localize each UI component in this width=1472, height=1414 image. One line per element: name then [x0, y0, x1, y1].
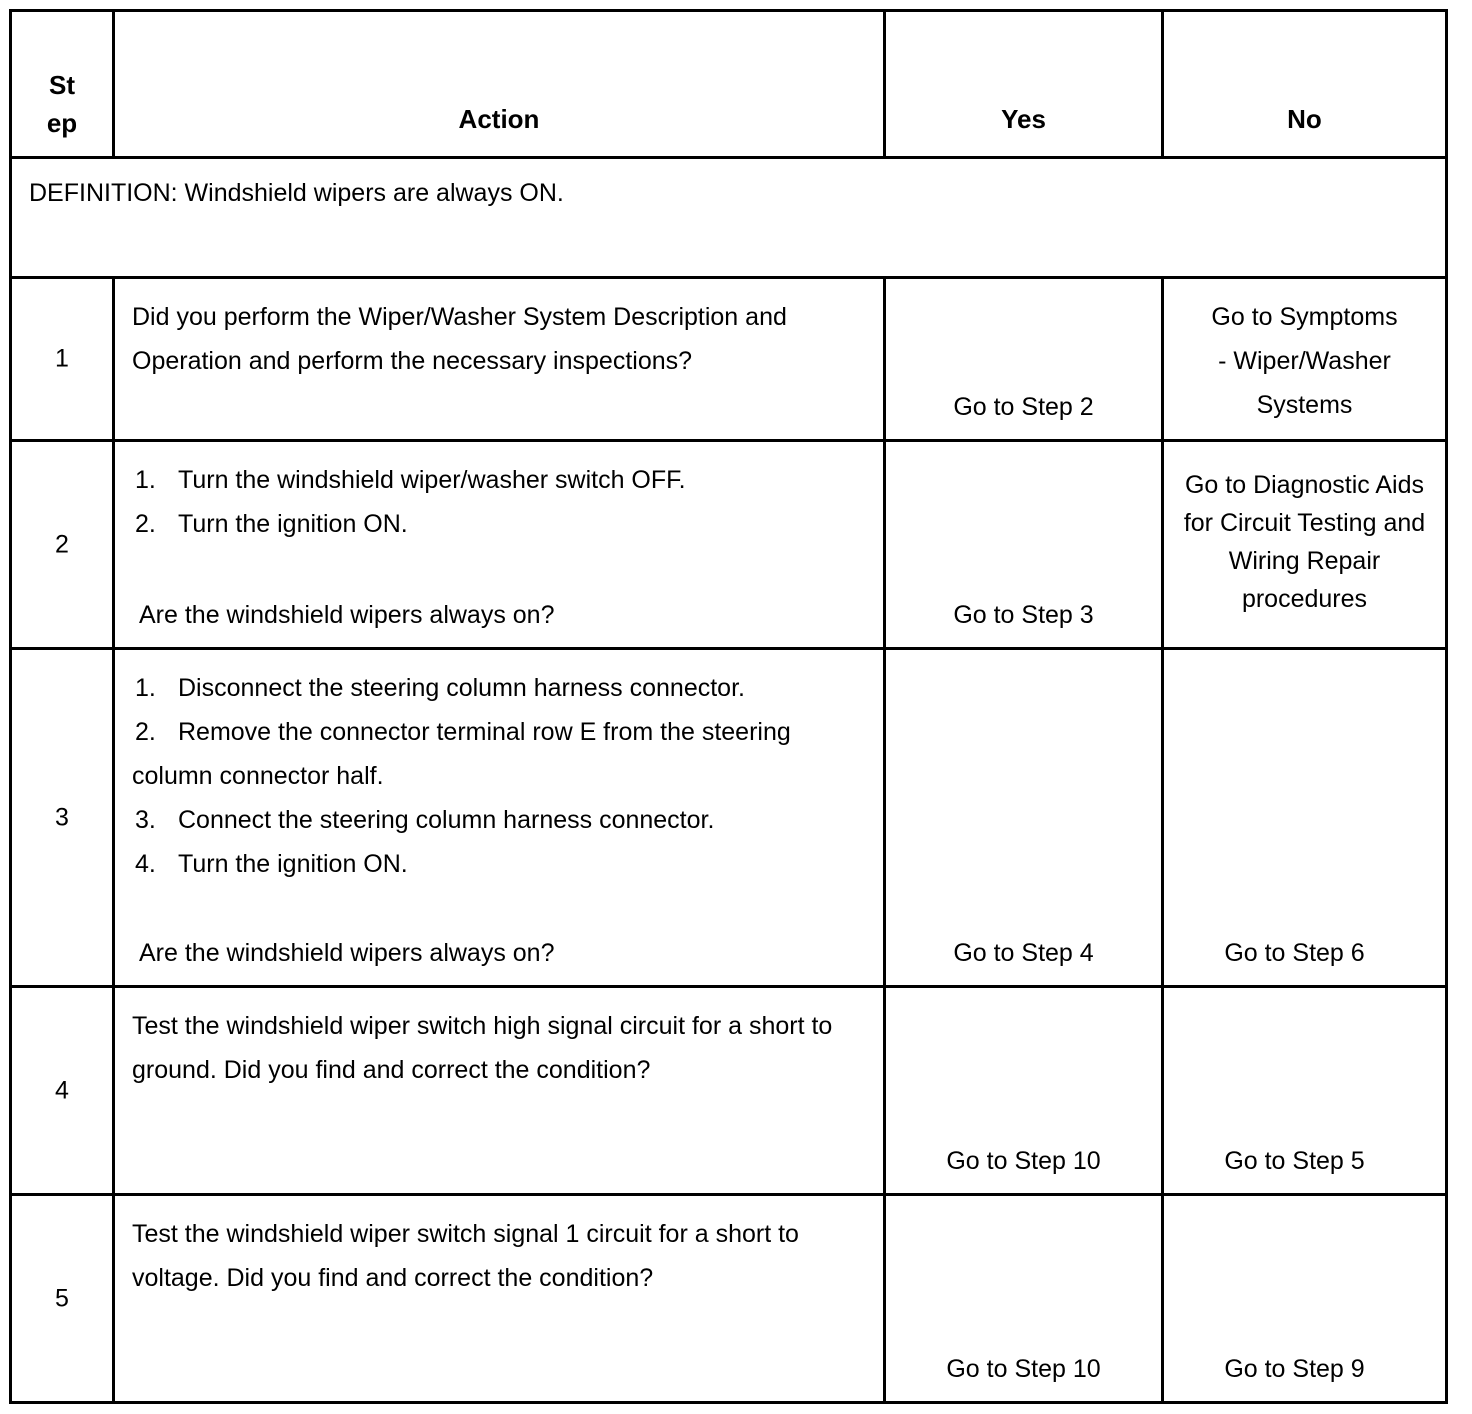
no-result: Go to Step 9	[1224, 1355, 1365, 1383]
no-result: Go to Diagnostic Aids for Circuit Testing and Wiring Repair procedures	[1183, 471, 1426, 613]
action-steps-list	[132, 458, 869, 546]
step-number: 3	[55, 803, 69, 831]
table-row	[11, 1195, 1447, 1403]
definition-text: DEFINITION: Windshield wipers are always ON.	[29, 179, 564, 207]
no-result: Go to Step 6	[1224, 939, 1365, 967]
step-number: 5	[55, 1284, 69, 1312]
list-item: 4. Turn the ignition ON.	[135, 850, 408, 878]
header-yes: Yes	[885, 11, 1163, 158]
action-text: Did you perform the Wiper/Washer System Description and Operation and perform the necessary inspections?	[132, 303, 787, 375]
yes-result: Go to Step 3	[953, 601, 1094, 629]
step-number: 4	[55, 1076, 69, 1104]
list-item: 3. Connect the steering column harness connector.	[135, 806, 715, 834]
action-content	[115, 650, 883, 967]
yes-result: Go to Step 4	[953, 939, 1094, 967]
table-row	[11, 649, 1447, 987]
action-question: Are the windshield wipers always on?	[139, 601, 555, 629]
header-step-line1: St	[49, 70, 75, 100]
yes-result: Go to Step 10	[946, 1147, 1101, 1175]
diagnostic-table	[9, 9, 1448, 1404]
action-text: Test the windshield wiper switch signal 1 circuit for a short to voltage. Did you find and correct the condition?	[132, 1220, 799, 1292]
header-no: No	[1163, 11, 1447, 158]
yes-result: Go to Step 2	[953, 393, 1094, 421]
header-action: Action	[114, 11, 885, 158]
no-result: Go to Symptoms - Wiper/Washer Systems	[1211, 303, 1398, 419]
action-content	[115, 442, 883, 629]
header-step-line2: ep	[46, 108, 78, 138]
table-row	[11, 441, 1447, 649]
action-text: Test the windshield wiper switch high signal circuit for a short to ground. Did you find and correct the condition?	[132, 1012, 833, 1084]
action-steps-list	[132, 666, 869, 886]
step-number: 1	[55, 344, 69, 373]
list-item: 1. Turn the windshield wiper/washer switch OFF.	[135, 466, 686, 494]
list-item: 2. Remove the connector terminal row E from the steering column connector half.	[132, 718, 791, 790]
action-question: Are the windshield wipers always on?	[139, 939, 555, 967]
no-result: Go to Step 5	[1224, 1147, 1365, 1175]
step-number: 2	[55, 530, 69, 558]
list-item: 2. Turn the ignition ON.	[135, 510, 408, 538]
definition-row	[11, 158, 1447, 278]
yes-result: Go to Step 10	[946, 1355, 1101, 1383]
header-step	[11, 11, 114, 158]
header-row	[11, 11, 1447, 158]
table-row	[11, 987, 1447, 1195]
table-row	[11, 278, 1447, 441]
list-item: 1. Disconnect the steering column harness connector.	[135, 674, 745, 702]
